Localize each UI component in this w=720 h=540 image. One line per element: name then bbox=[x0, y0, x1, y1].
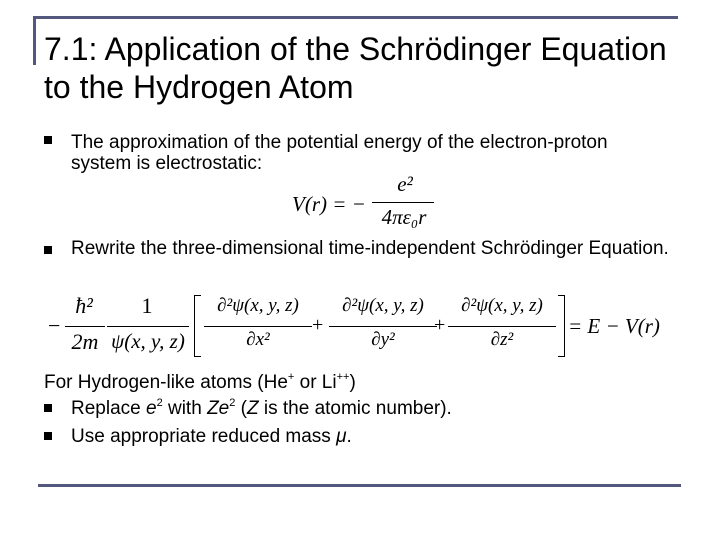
eq1-numerator: e² bbox=[397, 172, 413, 196]
with-text: with bbox=[162, 398, 208, 419]
eq2-z-bar bbox=[448, 326, 556, 327]
eq1-denominator: 4πε₀r bbox=[381, 205, 427, 229]
eq1-lhs: V(r) = − bbox=[292, 192, 366, 216]
eq2-x-bar bbox=[204, 326, 312, 327]
eq1-fraction-bar bbox=[372, 202, 434, 203]
eq2-one: 1 bbox=[141, 293, 153, 318]
hydrogen-like-heading bbox=[44, 372, 644, 396]
or-text: or Li bbox=[294, 372, 337, 393]
bullet-square-icon bbox=[44, 246, 52, 254]
li-superscript: ++ bbox=[336, 371, 350, 383]
eq2-hbar-squared: ħ² bbox=[75, 293, 93, 318]
mu-symbol: μ bbox=[336, 426, 347, 447]
replace-charge-item bbox=[71, 398, 671, 422]
reduced-mass-prefix: Use appropriate reduced mass bbox=[71, 426, 337, 447]
eq2-plus-2: + bbox=[434, 314, 446, 336]
eq2-x-numerator: ∂²ψ(x, y, z) bbox=[217, 295, 299, 316]
eq2-2m: 2m bbox=[71, 329, 99, 354]
slide-title: 7.1: Application of the Schrödinger Equation to the Hydrogen Atom bbox=[44, 31, 667, 105]
eq2-z-denominator: ∂z² bbox=[490, 329, 514, 350]
schrodinger-equation bbox=[48, 293, 668, 358]
eq2-y-bar bbox=[329, 326, 437, 327]
eq2-minus-sign: − bbox=[48, 313, 61, 338]
eq2-z-numerator: ∂²ψ(x, y, z) bbox=[461, 295, 543, 316]
eq2-y-numerator: ∂²ψ(x, y, z) bbox=[342, 295, 424, 316]
ze-superscript: 2 bbox=[229, 397, 236, 409]
reduced-mass-item bbox=[71, 426, 671, 447]
bullet-text-1: The approximation of the potential energy of the electron-proton system is electrostatic: bbox=[71, 132, 608, 174]
right-square-bracket bbox=[558, 295, 565, 357]
eq2-psi-denominator: ψ(x, y, z) bbox=[111, 329, 185, 353]
e-symbol: e bbox=[146, 398, 157, 419]
eq2-prefactor-bar bbox=[65, 326, 105, 327]
replace-prefix: Replace bbox=[71, 398, 146, 419]
eq2-rhs: = E − V(r) bbox=[568, 314, 660, 338]
left-rule bbox=[33, 16, 36, 65]
eq2-psi-bar bbox=[107, 326, 189, 327]
close-paren: ) bbox=[349, 372, 356, 393]
z-symbol: Z bbox=[246, 398, 259, 419]
bullet-square-icon bbox=[44, 136, 52, 144]
bottom-rule bbox=[38, 484, 681, 487]
potential-energy-equation bbox=[292, 172, 442, 232]
bullet-square-icon bbox=[44, 404, 52, 412]
top-rule bbox=[33, 16, 678, 19]
eq2-y-denominator: ∂y² bbox=[371, 329, 395, 350]
ze-symbol: Ze bbox=[207, 398, 230, 419]
he-superscript: + bbox=[287, 371, 295, 383]
e-superscript: 2 bbox=[156, 397, 163, 409]
hydrogen-like-heading-text: For Hydrogen-like atoms (He bbox=[44, 372, 288, 393]
paren-open: ( bbox=[235, 398, 247, 419]
eq2-x-denominator: ∂x² bbox=[246, 329, 270, 350]
left-square-bracket bbox=[194, 295, 201, 357]
bullet-text-2: Rewrite the three-dimensional time-independent Schrödinger Equation. bbox=[71, 238, 669, 259]
eq2-plus-1: + bbox=[312, 314, 324, 336]
bullet-square-icon bbox=[44, 432, 52, 440]
atomic-number-text: is the atomic number). bbox=[258, 398, 452, 419]
period: . bbox=[346, 426, 352, 447]
